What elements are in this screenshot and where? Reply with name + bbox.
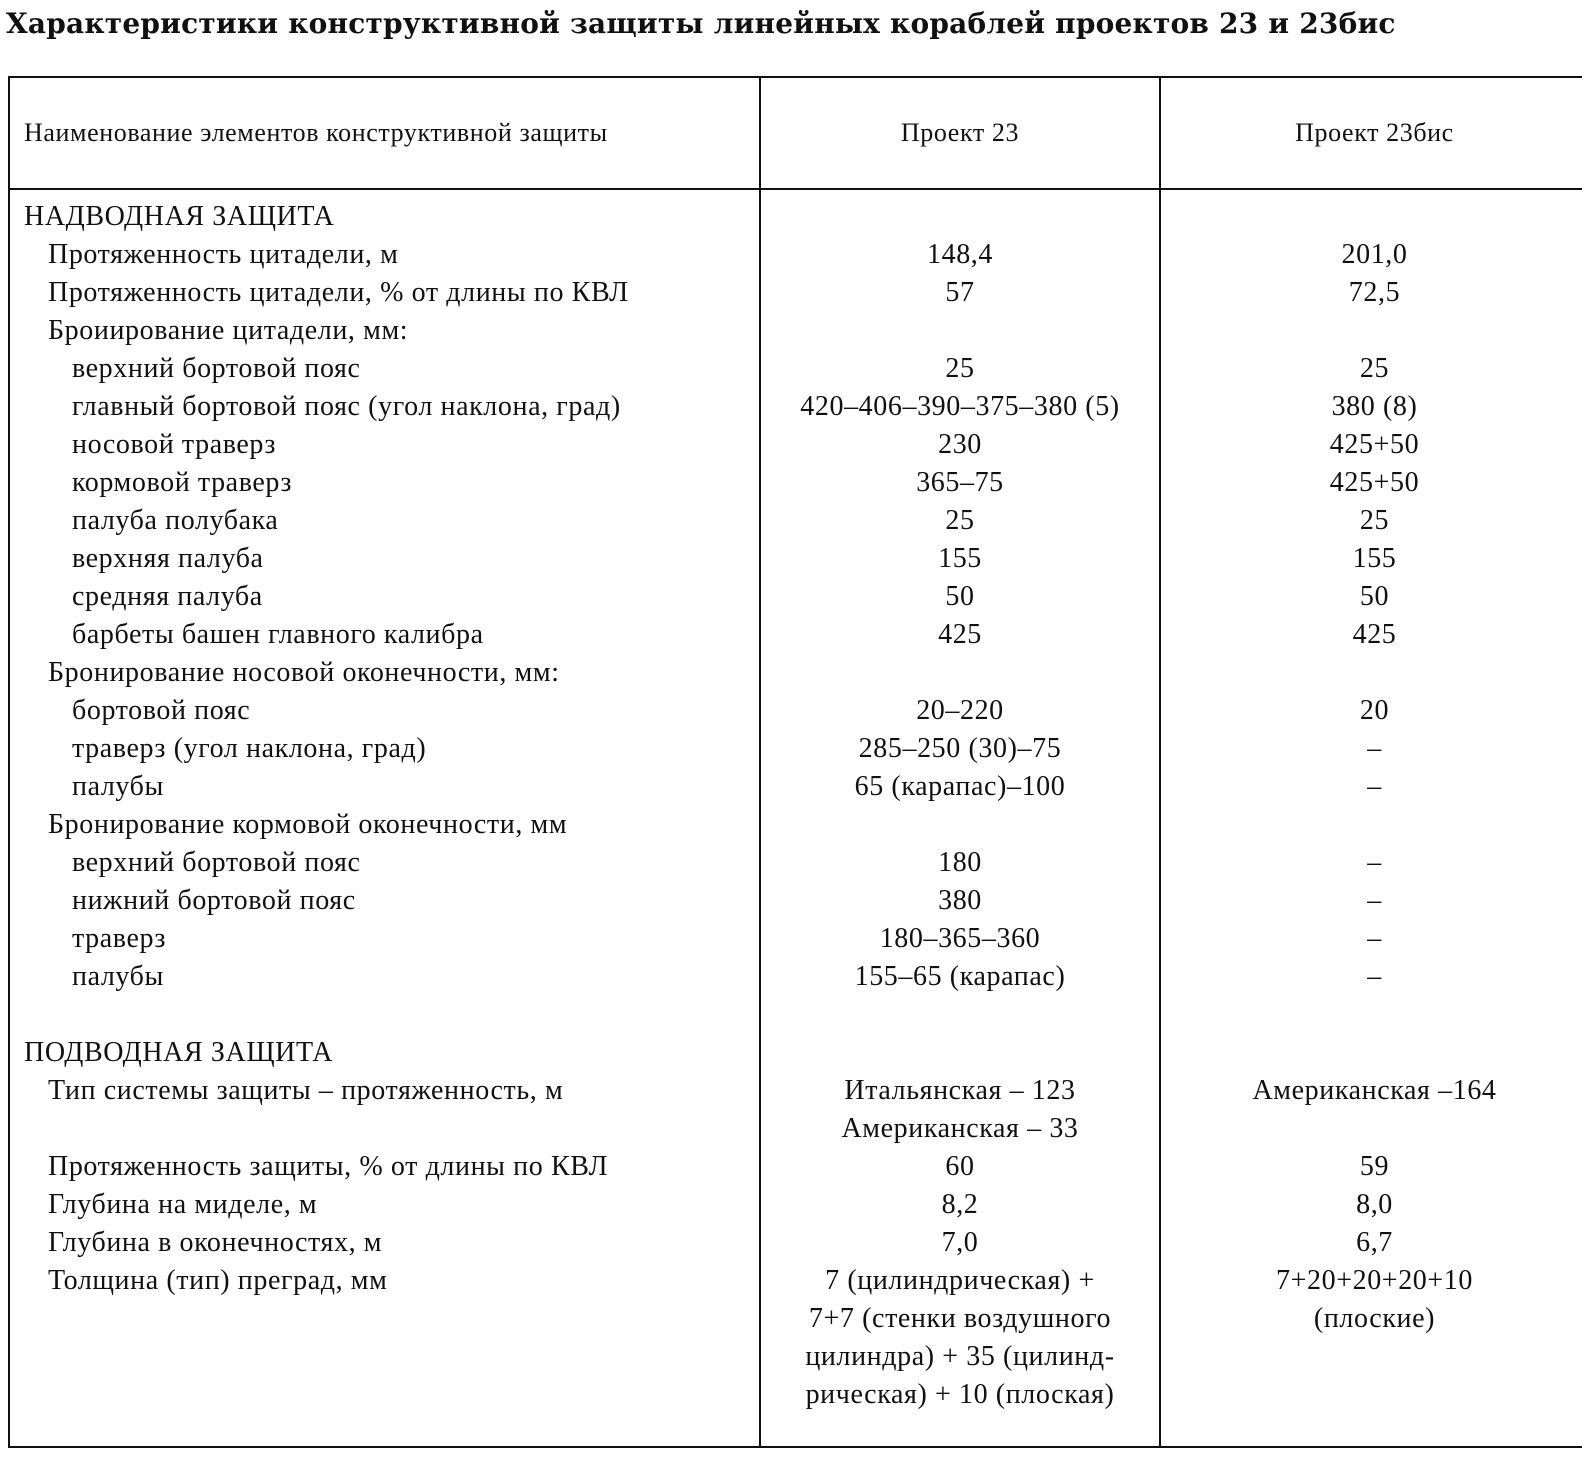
project-23-value: 8,2 (941, 1189, 979, 1220)
project-23bis-value: 425 (1352, 619, 1397, 650)
project-23-value: 180 (938, 847, 982, 878)
project-23bis-value-cell (1161, 1072, 1582, 1110)
project-23bis-value: – (1367, 923, 1382, 954)
project-23-value-cell (761, 844, 1159, 882)
row-label: Бронирование носовой оконечности, мм: (48, 657, 560, 688)
row-label: траверз (72, 923, 167, 954)
table-row (10, 388, 1582, 426)
project-23bis-value: 7+20+20+20+10 (1276, 1265, 1473, 1296)
section-heading-row (10, 1034, 1582, 1072)
row-label: Протяженность защиты, % от длины по КВЛ (48, 1151, 609, 1182)
project-23-value-cell (761, 236, 1159, 274)
project-23bis-value-cell (1161, 388, 1582, 426)
project-23-value-cell (761, 426, 1159, 464)
project-23-value-cell (761, 768, 1159, 806)
project-23-value: 420–406–390–375–380 (5) (800, 391, 1120, 422)
project-23bis-value-cell (1161, 1262, 1582, 1338)
row-label: верхний бортовой пояс (72, 847, 361, 878)
table-row (10, 844, 1582, 882)
project-23-value-cell (761, 920, 1159, 958)
project-23bis-value: 25 (1359, 353, 1390, 384)
project-23-value-cell (761, 730, 1159, 768)
project-23-value: 380 (938, 885, 982, 916)
row-label: траверз (угол наклона, град) (72, 733, 427, 764)
row-label: Протяженность цитадели, м (48, 239, 399, 270)
header-project-23: Проект 23 (900, 118, 1020, 147)
row-label: верхняя палуба (72, 543, 264, 574)
row-label: кормовой траверз (72, 467, 292, 498)
row-label: палубы (72, 771, 164, 802)
project-23-value: 285–250 (30)–75 (858, 733, 1062, 764)
project-23-value: Американская – 33 (841, 1113, 1079, 1144)
project-23-value: 180–365–360 (879, 923, 1041, 954)
project-23bis-value-cell (1161, 1186, 1582, 1224)
project-23-value-cell (761, 616, 1159, 654)
project-23bis-value-cell (1161, 730, 1582, 768)
project-23bis-value-cell (1161, 1224, 1582, 1262)
table-row (10, 426, 1582, 464)
project-23-value: 7,0 (941, 1227, 979, 1258)
row-label: нижний бортовой пояс (72, 885, 356, 916)
table-row (10, 882, 1582, 920)
table-row (10, 616, 1582, 654)
project-23-value: 230 (938, 429, 982, 460)
table-row (10, 236, 1582, 274)
project-23bis-value-cell (1161, 768, 1582, 806)
project-23-value: 65 (карапас)–100 (854, 771, 1066, 802)
project-23-value: 60 (945, 1151, 975, 1182)
row-label: палубы (72, 961, 164, 992)
project-23-value-cell (761, 882, 1159, 920)
row-label: Глубина в оконечностях, м (48, 1227, 383, 1258)
project-23-value-cell (761, 1186, 1159, 1224)
header-divider (10, 188, 1582, 190)
project-23-value-cell (761, 350, 1159, 388)
project-23bis-value-cell (1161, 464, 1582, 502)
table-row (10, 958, 1582, 996)
project-23bis-value: 8,0 (1356, 1189, 1393, 1220)
project-23-value: 50 (945, 581, 975, 612)
project-23-value: 20–220 (916, 695, 1004, 726)
project-23-value: 425 (938, 619, 982, 650)
project-23-value-cell (761, 388, 1159, 426)
project-23-value-cell (761, 1224, 1159, 1262)
project-23-value: 7 (цилиндрическая) + (825, 1265, 1095, 1296)
table-row (10, 768, 1582, 806)
table-row (10, 502, 1582, 540)
header-project-23bis: Проект 23бис (1295, 118, 1454, 147)
project-23-value-cell (761, 692, 1159, 730)
row-label: Тип системы защиты – протяженность, м (48, 1075, 564, 1106)
project-23bis-value-cell (1161, 274, 1582, 312)
project-23-value: Итальянская – 123 (844, 1075, 1076, 1106)
table-row (10, 806, 1582, 844)
project-23bis-value-cell (1161, 426, 1582, 464)
table-row (10, 578, 1582, 616)
project-23bis-value: 59 (1359, 1151, 1390, 1182)
project-23-value: 25 (945, 353, 975, 384)
table-row (10, 1072, 1582, 1148)
row-label: Толщина (тип) преград, мм (48, 1265, 388, 1296)
project-23-value: 25 (945, 505, 975, 536)
project-23-value: цилиндра) + 35 (цилинд- (805, 1341, 1115, 1372)
row-label: Глубина на миделе, м (48, 1189, 318, 1220)
project-23bis-value-cell (1161, 502, 1582, 540)
table-row (10, 654, 1582, 692)
project-23-value-cell (761, 578, 1159, 616)
project-23bis-value-cell (1161, 350, 1582, 388)
project-23bis-value-cell (1161, 958, 1582, 996)
project-23bis-value: 72,5 (1348, 277, 1401, 308)
project-23-value-cell (761, 464, 1159, 502)
project-23bis-value: 50 (1359, 581, 1390, 612)
project-23bis-value-cell (1161, 692, 1582, 730)
row-label: носовой траверз (72, 429, 277, 460)
table-row (10, 312, 1582, 350)
table-row (10, 274, 1582, 312)
table-row (10, 920, 1582, 958)
table-row (10, 1186, 1582, 1224)
project-23bis-value: 201,0 (1341, 239, 1408, 270)
project-23bis-value: – (1367, 961, 1382, 992)
project-23bis-value: – (1367, 885, 1382, 916)
table-row (10, 1224, 1582, 1262)
project-23-value: 155 (938, 543, 982, 574)
section-heading: ПОДВОДНАЯ ЗАЩИТА (24, 1037, 334, 1068)
project-23bis-value-cell (1161, 540, 1582, 578)
project-23-value: 148,4 (927, 239, 993, 270)
row-label: палуба полубака (72, 505, 279, 536)
row-label: Протяженность цитадели, % от длины по КВЛ (48, 277, 629, 308)
row-label: Броиирование цитадели, мм: (48, 315, 409, 346)
row-label: средняя палуба (72, 581, 263, 612)
table-row (10, 692, 1582, 730)
row-label: барбеты башен главного калибра (72, 619, 484, 650)
row-label: главный бортовой пояс (угол наклона, град) (72, 391, 621, 422)
table-row (10, 1262, 1582, 1414)
project-23bis-value-cell (1161, 578, 1582, 616)
project-23bis-value-cell (1161, 920, 1582, 958)
project-23-value-cell (761, 540, 1159, 578)
project-23bis-value: 6,7 (1356, 1227, 1393, 1258)
project-23-value-cell (761, 1262, 1159, 1414)
project-23-value-cell (761, 1072, 1159, 1148)
project-23-value: 7+7 (стенки воздушного (808, 1303, 1112, 1334)
project-23-value: 155–65 (карапас) (854, 961, 1066, 992)
project-23bis-value-cell (1161, 1148, 1582, 1186)
project-23-value: 57 (945, 277, 975, 308)
header-element-name: Наименование элементов конструктивной защиты (24, 118, 608, 147)
project-23bis-value: Американская –164 (1252, 1075, 1497, 1106)
project-23-value-cell (761, 274, 1159, 312)
project-23bis-value: 380 (8) (1331, 391, 1418, 422)
project-23bis-value-cell (1161, 616, 1582, 654)
project-23bis-value: 155 (1352, 543, 1397, 574)
project-23-value-cell (761, 958, 1159, 996)
row-label: Бронирование кормовой оконечности, мм (48, 809, 568, 840)
table-row (10, 350, 1582, 388)
project-23bis-value-cell (1161, 844, 1582, 882)
project-23-value-cell (761, 1148, 1159, 1186)
protection-table (8, 76, 1582, 1448)
page-title: Характеристики конструктивной защиты линейных кораблей проектов 23 и 23бис (6, 7, 1396, 40)
section-heading-row (10, 198, 1582, 236)
table-row (10, 1148, 1582, 1186)
row-label: верхний бортовой пояс (72, 353, 361, 384)
project-23bis-value: 425+50 (1329, 467, 1420, 498)
project-23-value: 365–75 (916, 467, 1004, 498)
table-row (10, 464, 1582, 502)
project-23bis-value: – (1367, 733, 1382, 764)
section-heading: НАДВОДНАЯ ЗАЩИТА (24, 201, 335, 232)
project-23-value: рическая) + 10 (плоская) (805, 1379, 1115, 1410)
table-row (10, 730, 1582, 768)
project-23bis-value: – (1367, 771, 1382, 802)
project-23bis-value-cell (1161, 882, 1582, 920)
project-23bis-value: – (1367, 847, 1382, 878)
project-23bis-value: 25 (1359, 505, 1390, 536)
project-23bis-value: 20 (1359, 695, 1390, 726)
project-23bis-value: 425+50 (1329, 429, 1420, 460)
row-label: бортовой пояс (72, 695, 251, 726)
project-23bis-value: (плоские) (1313, 1303, 1436, 1334)
table-row (10, 540, 1582, 578)
project-23bis-value-cell (1161, 236, 1582, 274)
project-23-value-cell (761, 502, 1159, 540)
